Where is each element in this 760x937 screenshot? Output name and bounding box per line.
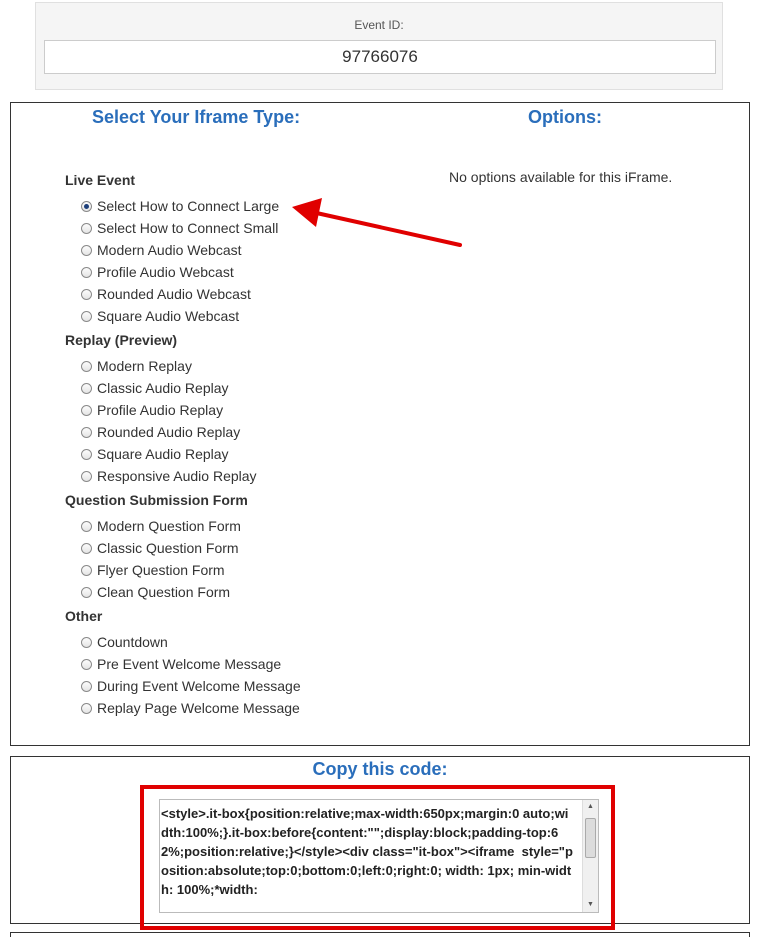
radio-label: Profile Audio Replay <box>97 402 224 418</box>
radio-rounded-audio-replay[interactable] <box>81 422 240 442</box>
embed-code-text[interactable]: <style>.it-box{position:relative;max-width:650px;margin:0 auto;width:100%;}.it-box:before{content:"";display:block;padding-top:62%;position:relative;}</style><div class="it-box"><iframe style="position:absolute;top:0;bottom:0;left:0;right:0; width: 1px; min-width: 100%;*width: <box>161 806 573 897</box>
embed-code-textarea[interactable] <box>159 799 599 913</box>
radio-label: Pre Event Welcome Message <box>97 656 282 672</box>
group-title-replay: Replay (Preview) <box>65 332 178 348</box>
radio-button-icon[interactable] <box>81 637 92 648</box>
radio-label: Select How to Connect Large <box>97 198 280 214</box>
radio-profile-audio-replay[interactable] <box>81 400 223 420</box>
radio-modern-question-form[interactable] <box>81 516 241 536</box>
copy-code-heading: Copy this code: <box>312 759 448 779</box>
scroll-down-icon[interactable]: ▼ <box>587 901 594 908</box>
next-panel-edge <box>10 932 750 937</box>
radio-replay-page-welcome[interactable] <box>81 698 300 718</box>
radio-modern-replay[interactable] <box>81 356 192 376</box>
radio-button-icon[interactable] <box>81 405 92 416</box>
radio-button-icon[interactable] <box>81 361 92 372</box>
event-id-field[interactable]: 97766076 <box>44 40 716 74</box>
radio-button-icon[interactable] <box>81 223 92 234</box>
scroll-thumb[interactable] <box>585 818 596 858</box>
radio-label: Countdown <box>97 634 168 650</box>
radio-label: During Event Welcome Message <box>97 678 301 694</box>
radio-label: Select How to Connect Small <box>97 220 279 236</box>
scroll-up-icon[interactable]: ▲ <box>587 803 594 810</box>
red-arrow-icon <box>290 195 465 250</box>
event-id-panel <box>35 2 723 90</box>
radio-label: Classic Audio Replay <box>97 380 229 396</box>
radio-label: Modern Replay <box>97 358 192 374</box>
radio-button-icon[interactable] <box>81 703 92 714</box>
group-title-live-event: Live Event <box>65 172 136 188</box>
radio-button-icon[interactable] <box>81 521 92 532</box>
radio-countdown[interactable] <box>81 632 168 652</box>
radio-button-checked-icon[interactable] <box>81 201 92 212</box>
radio-button-icon[interactable] <box>81 267 92 278</box>
radio-label: Replay Page Welcome Message <box>97 700 300 716</box>
radio-classic-question-form[interactable] <box>81 538 239 558</box>
radio-button-icon[interactable] <box>81 659 92 670</box>
textarea-scrollbar[interactable] <box>582 800 598 912</box>
radio-label: Flyer Question Form <box>97 562 225 578</box>
radio-label: Classic Question Form <box>97 540 239 556</box>
radio-label: Rounded Audio Replay <box>97 424 241 440</box>
radio-button-icon[interactable] <box>81 681 92 692</box>
radio-label: Profile Audio Webcast <box>97 264 234 280</box>
radio-select-how-to-connect-large[interactable] <box>81 196 279 216</box>
options-heading: Options: <box>528 107 602 127</box>
no-options-text: No options available for this iFrame. <box>449 169 673 185</box>
radio-button-icon[interactable] <box>81 427 92 438</box>
radio-label: Square Audio Webcast <box>97 308 240 324</box>
radio-classic-audio-replay[interactable] <box>81 378 229 398</box>
radio-button-icon[interactable] <box>81 311 92 322</box>
copy-code-panel <box>10 756 750 924</box>
radio-responsive-audio-replay[interactable] <box>81 466 257 486</box>
radio-button-icon[interactable] <box>81 471 92 482</box>
radio-label: Modern Question Form <box>97 518 241 534</box>
event-id-label: Event ID: <box>354 18 404 32</box>
radio-modern-audio-webcast[interactable] <box>81 240 242 260</box>
radio-clean-question-form[interactable] <box>81 582 230 602</box>
radio-rounded-audio-webcast[interactable] <box>81 284 251 304</box>
group-title-question-form: Question Submission Form <box>65 492 248 508</box>
radio-label: Modern Audio Webcast <box>97 242 242 258</box>
radio-label: Clean Question Form <box>97 584 231 600</box>
radio-flyer-question-form[interactable] <box>81 560 225 580</box>
radio-button-icon[interactable] <box>81 565 92 576</box>
radio-button-icon[interactable] <box>81 383 92 394</box>
radio-button-icon[interactable] <box>81 587 92 598</box>
radio-profile-audio-webcast[interactable] <box>81 262 234 282</box>
radio-pre-event-welcome[interactable] <box>81 654 281 674</box>
group-title-other: Other <box>65 608 103 624</box>
radio-button-icon[interactable] <box>81 245 92 256</box>
radio-button-icon[interactable] <box>81 289 92 300</box>
radio-label: Responsive Audio Replay <box>97 468 257 484</box>
radio-square-audio-webcast[interactable] <box>81 306 239 326</box>
radio-button-icon[interactable] <box>81 449 92 460</box>
radio-select-how-to-connect-small[interactable] <box>81 218 278 238</box>
radio-label: Square Audio Replay <box>97 446 229 462</box>
radio-during-event-welcome[interactable] <box>81 676 301 696</box>
radio-button-icon[interactable] <box>81 543 92 554</box>
radio-label: Rounded Audio Webcast <box>97 286 251 302</box>
radio-square-audio-replay[interactable] <box>81 444 229 464</box>
select-iframe-type-heading: Select Your Iframe Type: <box>92 107 301 127</box>
